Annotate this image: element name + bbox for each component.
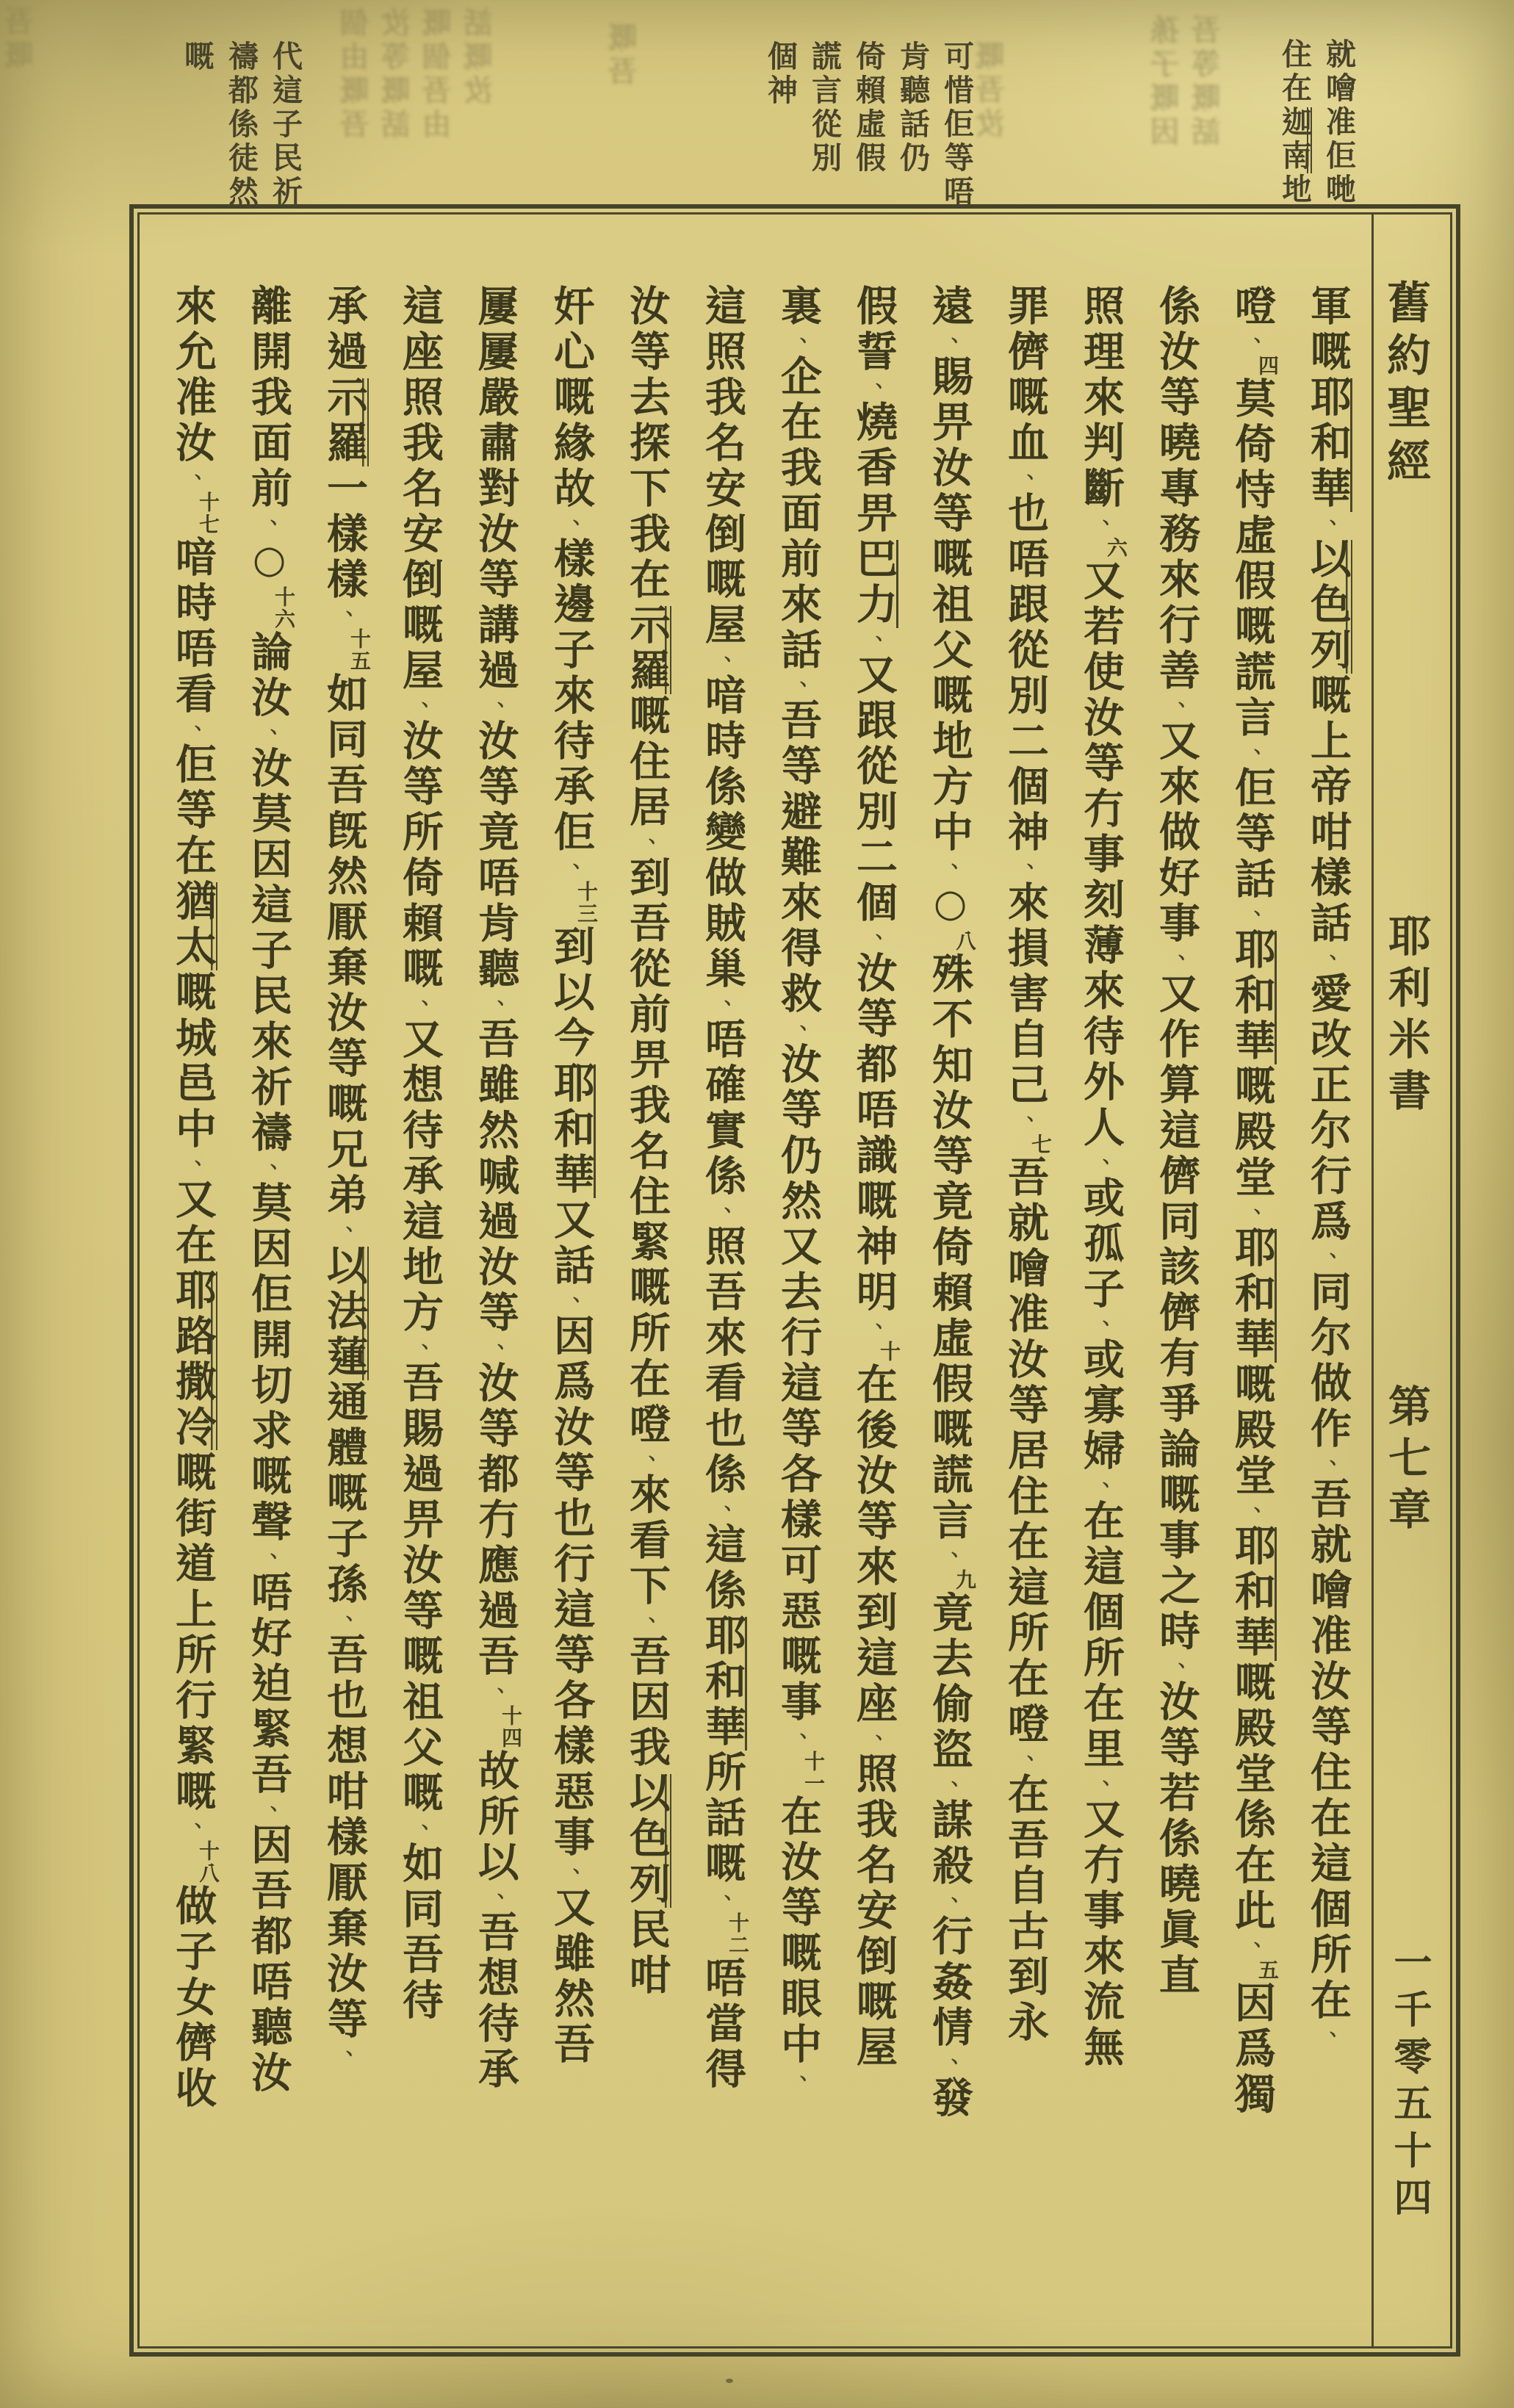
body-column-16: 來允准汝、十七喑時唔看、佢等在猶太嘅城邑中、又在耶路撒冷嘅街道上所行緊嘅、十八做子女儕收 (169, 284, 220, 2112)
verse-number: 七 (1028, 1133, 1053, 1156)
pause-mark: 、 (715, 649, 739, 674)
ghost-column: 嘅吾 (608, 22, 642, 90)
section-title: 耶利米書 (1381, 914, 1431, 1120)
verse-number: 十八 (196, 1840, 220, 1884)
pause-mark: 、 (185, 466, 209, 491)
body-column-6: 遠、賜畀汝等嘅祖父嘅地方中、○八殊不知汝等竟倚賴虛假嘅謊言、九竟去偷盜、謀殺、行姦情、發 (926, 284, 977, 2122)
pause-mark: 、 (1017, 856, 1042, 881)
pause-mark: 、 (488, 992, 512, 1017)
proper-name: 耶和華 (1228, 1524, 1277, 1661)
pause-mark: 、 (1320, 947, 1344, 972)
ink-speck (726, 2379, 733, 2383)
scripture-text-area (147, 284, 1360, 2122)
pause-mark: 、 (942, 330, 966, 355)
pause-mark: 、 (185, 718, 209, 743)
body-column-10: 汝等去探下我在示羅嘅住居、到吾從前畀我名住緊嘅所在噔、來看下、吾因我以色列民咁 (623, 284, 671, 1999)
running-head-column: 就噲准佢哋 (1321, 38, 1356, 207)
pause-mark: 、 (866, 1727, 890, 1752)
verse-number: 十四 (499, 1705, 523, 1749)
running-head-column: 倚賴虛假 (851, 40, 886, 176)
pause-mark: 、 (942, 2051, 966, 2076)
pause-mark: 、 (639, 1609, 663, 1634)
body-column-1: 軍嘅耶和華、以色列嘅上帝咁樣話、愛改正尔行爲、同尔做作、吾就噲准汝等住在這個所在、 (1304, 284, 1352, 2049)
ghost-column: 嘅個吾由 (422, 7, 456, 143)
pause-mark: 、 (563, 512, 588, 537)
pause-mark: 、 (1244, 330, 1269, 355)
proper-name: 以色列 (1304, 537, 1352, 674)
pause-mark: 、 (715, 992, 739, 1017)
ghost-column: 話嘅汝 (463, 7, 497, 109)
verse-number: 十一 (801, 1751, 826, 1795)
pause-mark: 、 (1244, 903, 1269, 928)
body-column-4: 照理來判斷、六又若使汝等冇事刻薄來待外人、或孤子、或寡婦、在這個所在里、又冇事來流無 (1077, 284, 1128, 2071)
chapter-label: 第七章 (1381, 1384, 1431, 1538)
pause-mark: 、 (488, 1336, 512, 1361)
pause-mark: 、 (790, 330, 815, 355)
pause-mark: 、 (715, 1200, 739, 1225)
pause-mark: 、 (336, 1219, 361, 1244)
pause-mark: 、 (261, 1546, 285, 1571)
pause-mark: 、 (261, 1798, 285, 1823)
ghost-text-block (1152, 15, 1234, 150)
body-column-13: 這座照我名安倒嘅屋、汝等所倚賴嘅、又想待承這地方、吾賜過畀汝等嘅祖父嘅、如同吾待 (396, 284, 444, 2024)
page-frame-inner-rule (137, 212, 1452, 2348)
pause-mark: 、 (639, 1448, 663, 1473)
pause-mark: 、 (1169, 947, 1193, 972)
running-head-column: 禱都係徒然 (223, 40, 259, 209)
ghost-column: 個由嘅吾 (339, 7, 374, 143)
pause-mark: 、 (1169, 1655, 1193, 1680)
pause-mark: 、 (1320, 2024, 1344, 2049)
pause-mark: 、 (790, 674, 815, 699)
running-head-column: 可惜佢等唔 (939, 40, 974, 209)
pause-mark: 、 (866, 1316, 890, 1341)
ghost-column: 汝等嘅話 (381, 7, 415, 143)
pause-mark: 、 (1320, 1452, 1344, 1477)
pause-mark: 、 (866, 926, 890, 951)
pause-mark: 、 (639, 831, 663, 856)
pause-mark: 、 (261, 1156, 285, 1181)
verse-number: 九 (953, 1569, 977, 1591)
pause-mark: 、 (866, 628, 890, 653)
pause-mark: 、 (412, 694, 436, 719)
body-column-8: 裏、企在我面前來話、吾等避難來得救、汝等仍然又去行這等各樣可惡嘅事、十一在汝等嘅眼中、 (774, 284, 826, 2093)
verse-number: 十 (877, 1341, 901, 1363)
proper-name: 猶太 (169, 879, 217, 970)
page-frame (129, 204, 1460, 2357)
body-column-9: 這照我名安倒嘅屋、喑時係變做賊巢、唔確實係、照吾來看也係、這係耶和華所話嘅、十二唔當得 (699, 284, 750, 2093)
ghost-column: 孫子嘅因 (1150, 15, 1184, 150)
pause-mark: 、 (1093, 1151, 1117, 1176)
verse-number: 十三 (574, 881, 599, 925)
note-left (167, 40, 303, 209)
section-circle: ○ (928, 881, 973, 930)
ghost-column: 吾嘅 (4, 6, 38, 73)
ghost-text-block (6, 6, 47, 73)
running-head-column: 住在迦南地 (1277, 38, 1312, 207)
verse-number: 五 (1255, 1959, 1280, 1981)
running-head-column: 嘅 (179, 40, 215, 74)
pause-mark: 、 (488, 1680, 512, 1705)
pause-mark: 、 (715, 1498, 739, 1523)
note-middle (751, 40, 974, 209)
body-column-14: 承過示羅一樣樣、十五如同吾旣然厭棄汝等嘅兄弟、以法蓮通體嘅子孫、吾也想咁樣厭棄汝等、 (320, 284, 372, 2068)
title-column (1371, 215, 1450, 2346)
running-head-column: 謊言從別 (807, 40, 842, 176)
verse-number: 八 (953, 930, 977, 952)
proper-name: 耶和華 (547, 1061, 596, 1198)
pause-mark: 、 (1017, 1109, 1042, 1133)
body-column-3: 係汝等曉專務來行善、又來做好事、又作算這儕同該儕有爭論嘅事之時、汝等若係曉眞直 (1153, 284, 1201, 1999)
ghost-text-block (339, 7, 506, 143)
pause-mark: 、 (942, 1544, 966, 1569)
pause-mark: 、 (185, 1815, 209, 1840)
pause-mark: 、 (715, 1887, 739, 1912)
verse-number: 四 (1255, 355, 1280, 377)
proper-name: 示羅 (320, 375, 369, 466)
proper-name: 耶和華 (1228, 928, 1277, 1064)
proper-name: 耶和華 (1304, 375, 1352, 512)
ghost-text-block (610, 22, 651, 90)
pause-mark: 、 (185, 1153, 209, 1178)
ghost-text-block (977, 40, 1018, 142)
pause-mark: 、 (412, 992, 436, 1017)
pause-mark: 、 (1169, 694, 1193, 719)
pause-mark: 、 (1244, 1934, 1269, 1959)
pause-mark: 、 (1320, 1245, 1344, 1270)
pause-mark: 、 (942, 1889, 966, 1914)
pause-mark: 、 (488, 1886, 512, 1911)
proper-name: 以法蓮 (320, 1244, 369, 1380)
body-column-11: 奸心嘅緣故、樣邊子來待承佢、十三到以今耶和華又話、因爲汝等也行這等各樣惡事、又雖然吾 (547, 284, 599, 2068)
pause-mark: 、 (866, 375, 890, 400)
page-number: 一千零五十四 (1387, 1942, 1432, 2224)
pause-mark: 、 (1244, 741, 1269, 766)
ghost-column: 嘅吾汝 (975, 40, 1009, 142)
pause-mark: 、 (1093, 1474, 1117, 1499)
proper-name: 耶和華 (1228, 1226, 1277, 1363)
pause-mark: 、 (488, 694, 512, 719)
pause-mark: 、 (1244, 1499, 1269, 1524)
running-head-column: 代這子民祈 (267, 40, 303, 209)
pause-mark: 、 (563, 1861, 588, 1886)
pause-mark: 、 (336, 603, 361, 628)
pause-mark: 、 (1017, 466, 1042, 491)
pause-mark: 、 (1244, 1201, 1269, 1226)
pause-mark: 、 (336, 2043, 361, 2068)
ghost-column: 吾等嘅話 (1191, 15, 1225, 150)
verse-number: 十六 (272, 586, 296, 630)
body-column-5: 罪儕嘅血、也唔跟從別二個神、來損害自己、七吾就噲准汝等居住在這所在噔、在吾自古到永 (1001, 284, 1053, 2046)
verse-number: 十二 (726, 1912, 750, 1956)
proper-name: 巴力 (850, 537, 898, 628)
note-right (1265, 38, 1356, 207)
proper-name: 耶和華 (699, 1614, 747, 1751)
running-head-column: 肯聽話仍 (895, 40, 930, 176)
pause-mark: 、 (563, 1289, 588, 1314)
pause-mark: 、 (790, 1017, 815, 1042)
verse-number: 十七 (196, 491, 220, 536)
book-title: 舊約聖經 (1380, 279, 1431, 491)
pause-mark: 、 (412, 1817, 436, 1842)
pause-mark: 、 (261, 512, 285, 537)
pause-mark: 、 (563, 856, 588, 881)
proper-name: 耶路撒冷 (169, 1269, 217, 1451)
body-column-12: 屢屢嚴肅對汝等講過、汝等竟唔肯聽、吾雖然喊過汝等、汝等都冇應過吾、十四故所以、吾想待承 (472, 284, 523, 2093)
pause-mark: 、 (1093, 1773, 1117, 1798)
pause-mark: 、 (790, 1726, 815, 1751)
pause-mark: 、 (1017, 1748, 1042, 1773)
proper-name: 以色列 (623, 1771, 671, 1908)
pause-mark: 、 (336, 1608, 361, 1633)
pause-mark: 、 (1093, 512, 1117, 537)
pause-mark: 、 (942, 856, 966, 881)
body-column-2: 噔、四莫倚恃虛假嘅謊言、佢等話、耶和華嘅殿堂、耶和華嘅殿堂、耶和華嘅殿堂係在此、五因爲獨 (1228, 284, 1280, 2118)
section-circle: ○ (247, 537, 292, 586)
verse-number: 十五 (347, 628, 372, 672)
pause-mark: 、 (261, 721, 285, 746)
pause-mark: 、 (942, 1773, 966, 1798)
pause-mark: 、 (790, 2068, 815, 2093)
pause-mark: 、 (412, 1336, 436, 1361)
verse-number: 六 (1104, 537, 1128, 559)
body-column-7: 假誓、燒香畀巴力、又跟從別二個、汝等都唔識嘅神明、十在後汝等來到這座、照我名安倒嘅屋 (850, 284, 901, 2071)
proper-name: 迦南 (1277, 106, 1312, 173)
running-head-column: 個神 (763, 40, 798, 108)
body-column-15: 離開我面前、○十六論汝、汝莫因這子民來祈禱、莫因佢開切求嘅聲、唔好迫緊吾、因吾都唔聽汝 (245, 284, 296, 2097)
pause-mark: 、 (1320, 512, 1344, 537)
proper-name: 示羅 (623, 603, 671, 694)
pause-mark: 、 (1093, 1313, 1117, 1338)
